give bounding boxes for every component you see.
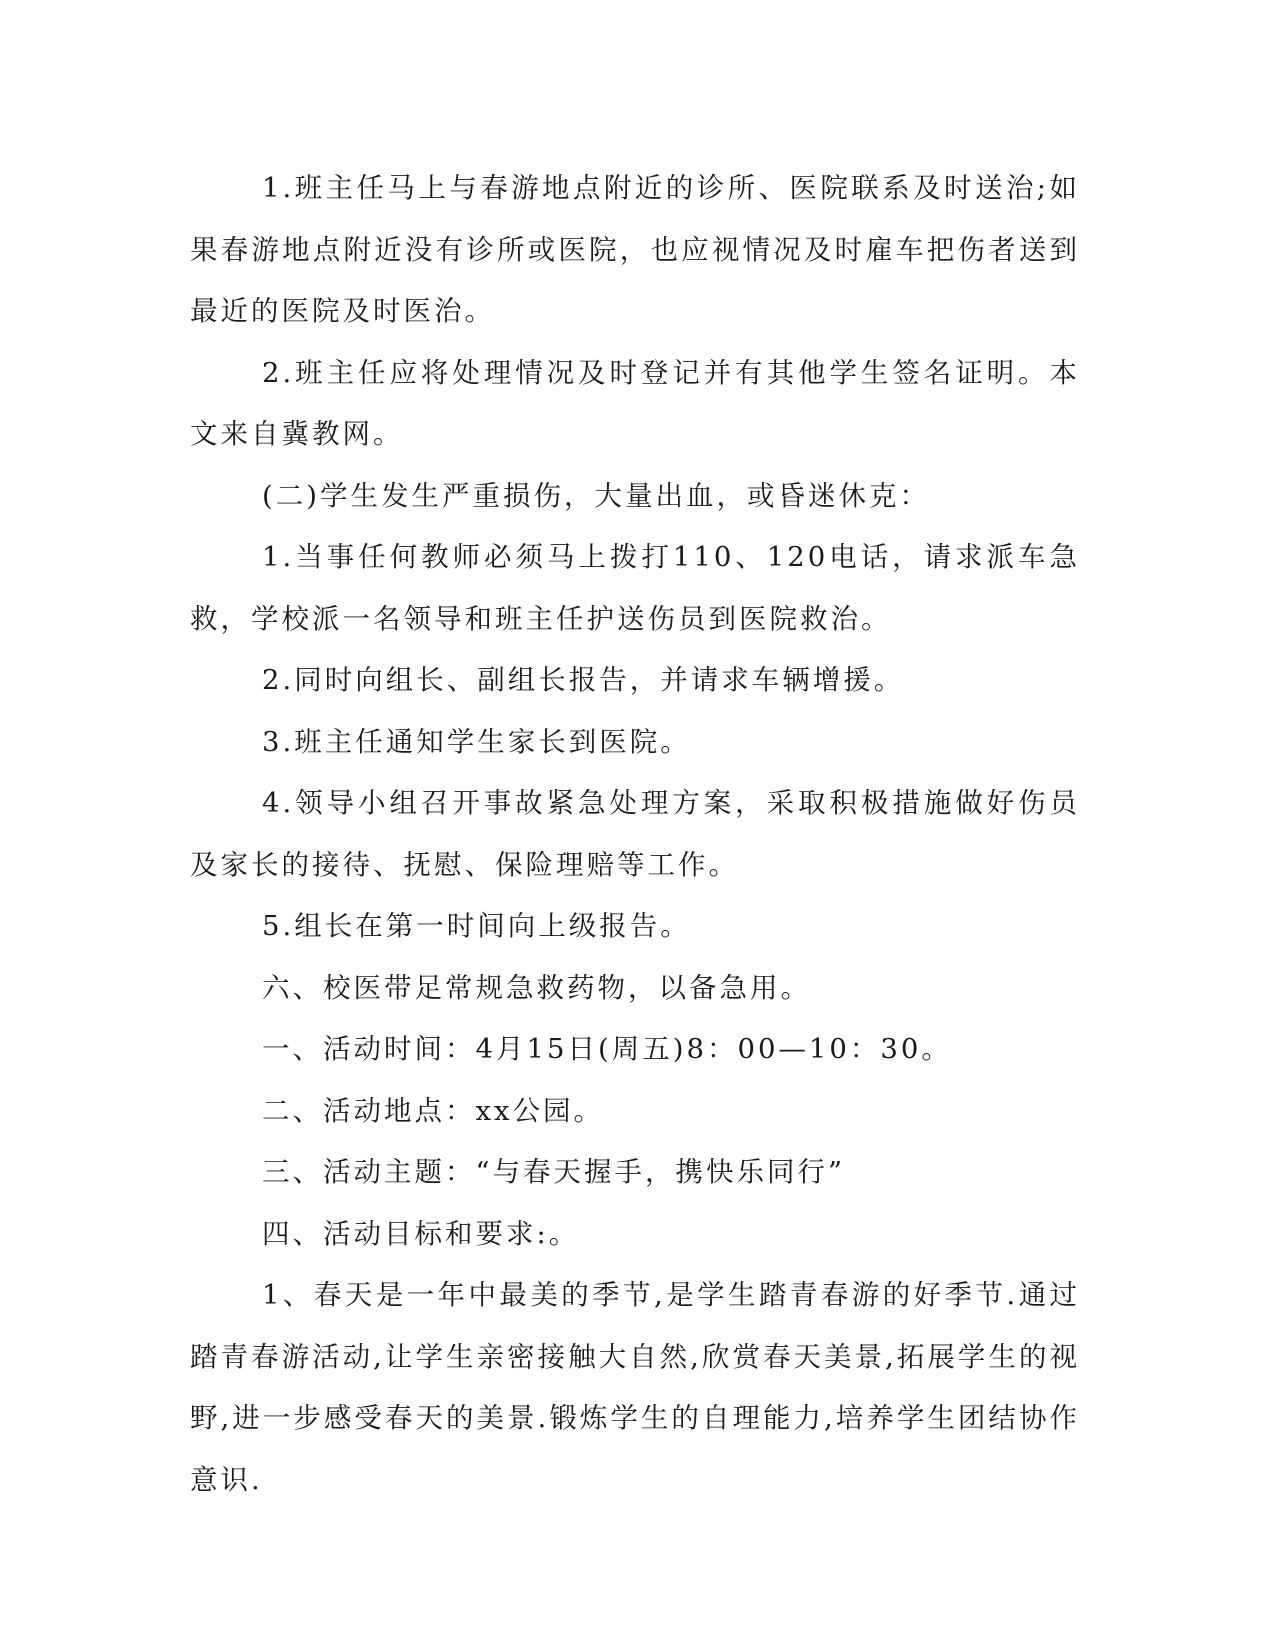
paragraph-activity-location: 二、活动地点：xx公园。 [262, 1094, 605, 1127]
paragraph-notify-parents: 3.班主任通知学生家长到医院。 [262, 725, 691, 758]
paragraph-activity-time: 一、活动时间：4月15日(周五)8：00—10：30。 [262, 1033, 952, 1065]
paragraph-emergency-call: 1.当事任何教师必须马上拨打110、120电话，请求派车急救，学校派一名领导和班主任护送伤员到医院救治。 [190, 541, 1080, 635]
document-body [190, 158, 1080, 1511]
paragraph-serious-injury-heading: (二)学生发生严重损伤，大量出血，或昏迷休克： [262, 479, 930, 512]
paragraph-activity-theme: 三、活动主题：“与春天握手，携快乐同行” [262, 1156, 846, 1188]
paragraph-school-doctor: 六、校医带足常规急救药物，以备急用。 [262, 971, 811, 1004]
paragraph-report-superiors: 5.组长在第一时间向上级报告。 [262, 910, 691, 942]
paragraph-record-situation: 2.班主任应将处理情况及时登记并有其他学生签名证明。本文来自冀教网。 [190, 356, 1080, 450]
paragraph-leadership-plan: 4.领导小组召开事故紧急处理方案，采取积极措施做好伤员及家长的接待、抚慰、保险理赔等工作。 [190, 787, 1080, 881]
paragraph-clinic-contact: 1.班主任马上与春游地点附近的诊所、医院联系及时送治;如果春游地点附近没有诊所或医院，也应视情况及时雇车把伤者送到最近的医院及时医治。 [190, 172, 1080, 327]
paragraph-activity-goals: 四、活动目标和要求:。 [262, 1217, 580, 1250]
paragraph-spring-description: 1、春天是一年中最美的季节,是学生踏青春游的好季节.通过踏青春游活动,让学生亲密接触大自然,欣赏春天美景,拓展学生的视野,进一步感受春天的美景.锻炼学生的自理能力,培养学生团结协作意识. [190, 1279, 1080, 1496]
paragraph-report-leaders: 2.同时向组长、副组长报告，并请求车辆增援。 [262, 664, 905, 696]
